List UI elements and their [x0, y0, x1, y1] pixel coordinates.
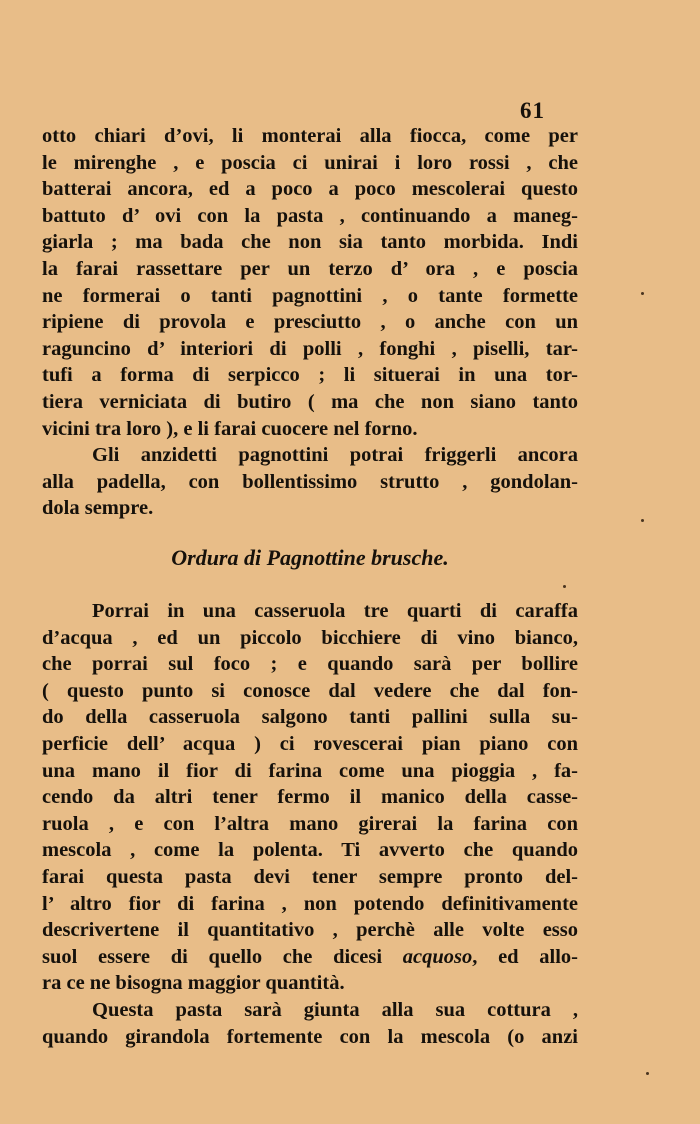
text-line: Questa pasta sarà giunta alla sua cottura ,: [92, 998, 578, 1021]
text-line: farai questa pasta devi tener sempre pronto del-: [42, 865, 578, 888]
text-line: ripiene di provola e presciutto , o anche con un: [42, 311, 578, 334]
paragraph-block-2: [42, 598, 578, 1050]
print-speck: [563, 585, 566, 588]
text-line: Porrai in una casseruola tre quarti di caraffa: [92, 600, 578, 622]
print-speck: [641, 292, 644, 295]
text-line: giarla ; ma bada che non sia tanto morbida. Indi: [42, 231, 578, 254]
text-line: ( questo punto si conosce dal vedere che dal fon-: [42, 679, 578, 702]
text-line: tiera verniciata di butiro ( ma che non siano tanto: [42, 390, 578, 413]
text-run: suol essere di quello che dicesi: [42, 945, 403, 968]
text-line: raguncino d’ interiori di polli , fonghi , piselli, tar-: [42, 337, 578, 360]
italic-word: acquoso: [402, 945, 473, 968]
text-line: otto chiari d’ovi, li monterai alla fiocca, come per: [42, 125, 578, 147]
text-line: alla padella, con bollentissimo strutto , gondolan-: [42, 470, 578, 493]
text-line: cendo da altri tener fermo il manico della casse-: [42, 786, 578, 809]
paragraph-block-1: [42, 123, 578, 522]
text-line: le mirenghe , e poscia ci unirai i loro rossi , che: [42, 151, 578, 174]
text-line: do della casseruola salgono tanti pallini sulla su-: [42, 706, 578, 729]
text-line: mescola , come la polenta. Ti avverto che quando: [42, 839, 578, 862]
text-line: batterai ancora, ed a poco a poco mescolerai questo: [42, 178, 578, 201]
text-line: perficie dell’ acqua ) ci rovescerai pian piano con: [42, 732, 578, 755]
text-line: tufi a forma di serpicco ; li situerai in una tor-: [42, 364, 578, 387]
text-line: la farai rassettare per un terzo d’ ora , e poscia: [42, 257, 578, 280]
text-line: vicini tra loro ), e li farai cuocere nel forno.: [42, 417, 418, 440]
text-line: dola sempre.: [42, 497, 154, 520]
text-line: Gli anzidetti pagnottini potrai friggerli ancora: [92, 444, 578, 467]
text-line: d’acqua , ed un piccolo bicchiere di vino bianco,: [42, 626, 578, 649]
text-line: ra ce ne bisogna maggior quantità.: [42, 972, 345, 995]
text-line-with-italic: [42, 944, 578, 971]
text-line: battuto d’ ovi con la pasta , continuando a maneg-: [42, 204, 578, 227]
text-line: ruola , e con l’altra mano girerai la farina con: [42, 812, 578, 835]
text-line: descrivertene il quantitativo , perchè alle volte esso: [42, 919, 578, 942]
text-run: , ed allo-: [472, 945, 579, 968]
print-speck: [641, 519, 644, 522]
text-line: quando girandola fortemente con la mescola (o anzi: [42, 1025, 578, 1048]
section-title: Ordura di Pagnottine brusche.: [171, 545, 449, 570]
text-line: l’ altro fior di farina , non potendo definitivamente: [42, 892, 578, 915]
text-line: una mano il fior di farina come una pioggia , fa-: [42, 759, 578, 782]
print-speck: [646, 1072, 649, 1075]
text-line: che porrai sul foco ; e quando sarà per bollire: [42, 653, 578, 676]
text-line: ne formerai o tanti pagnottini , o tante formette: [42, 284, 578, 307]
page-number: 61: [520, 98, 545, 123]
